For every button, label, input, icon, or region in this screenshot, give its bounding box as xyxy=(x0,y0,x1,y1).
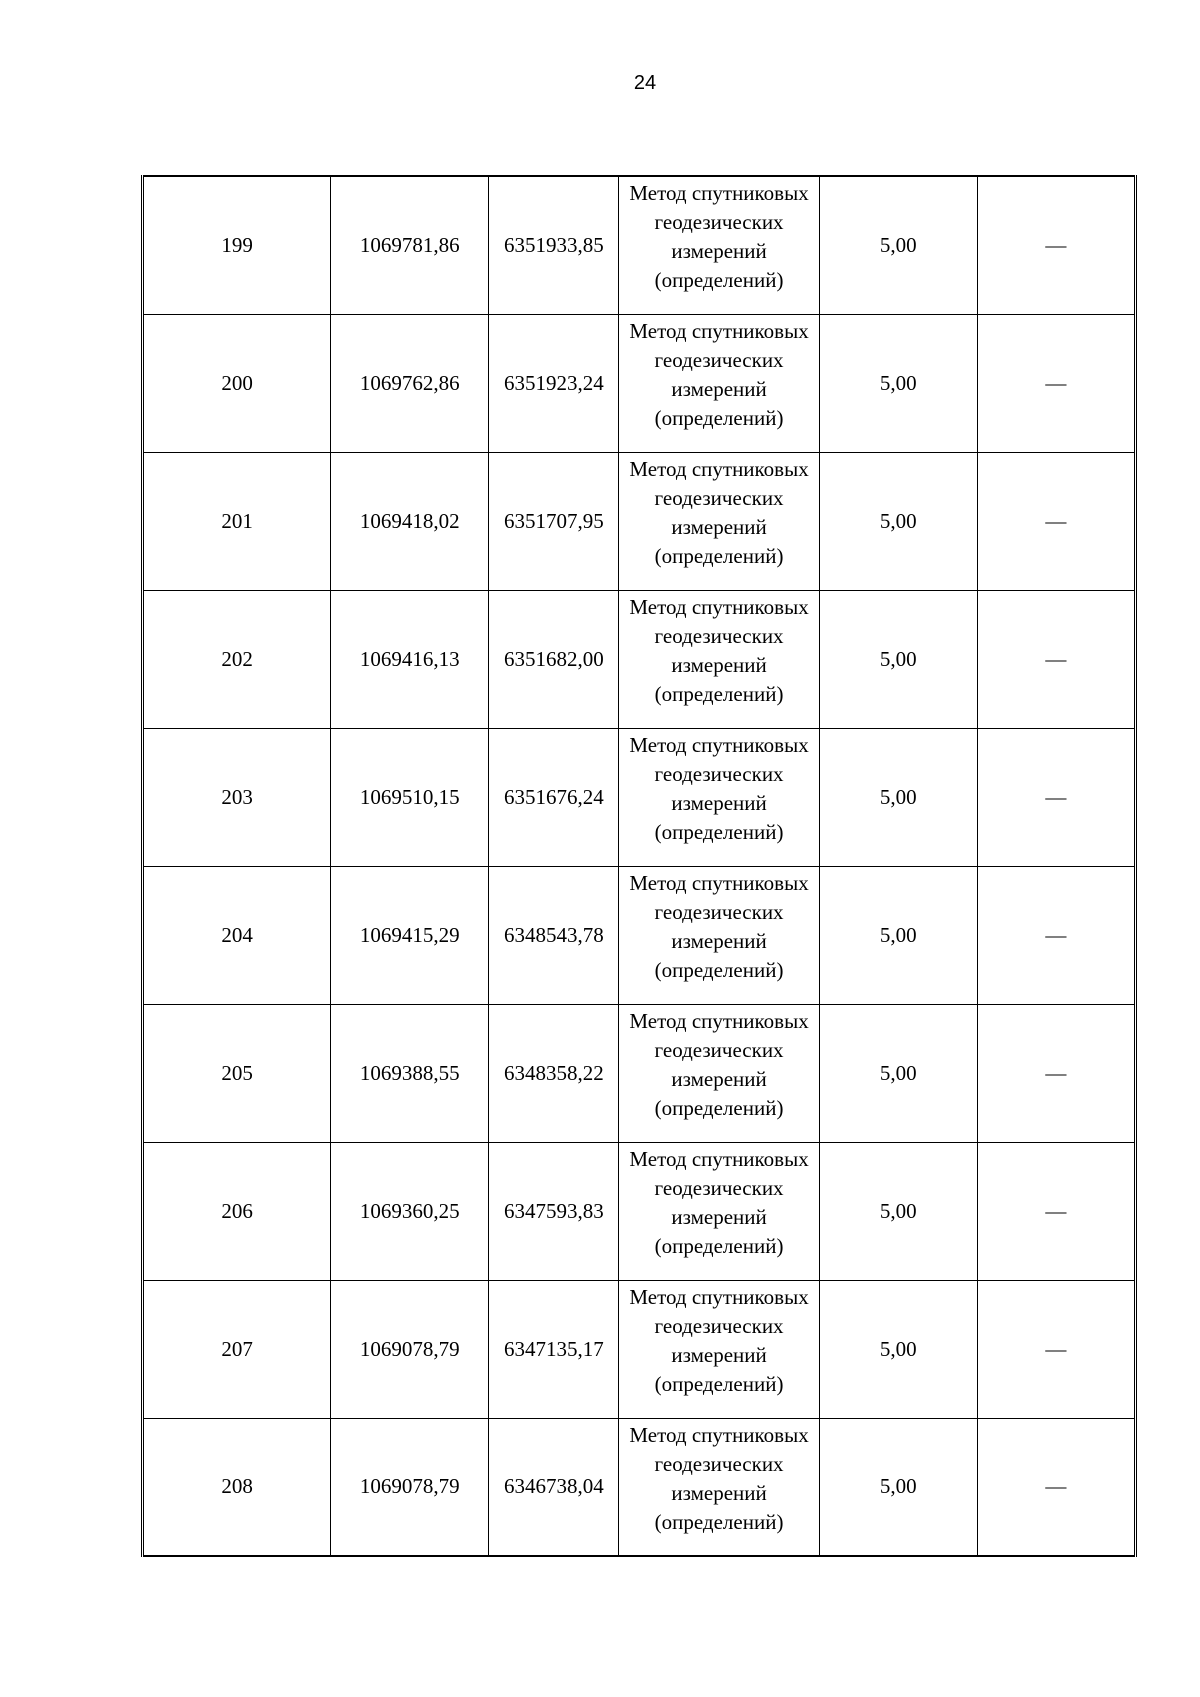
method-cell: Метод спутниковых геодезических измерений (определений) xyxy=(619,452,819,590)
point-number-cell: 201 xyxy=(143,452,331,590)
coordinates-table xyxy=(141,175,1137,1557)
point-number-cell: 205 xyxy=(143,1004,331,1142)
table-row xyxy=(143,1418,1136,1556)
table-body xyxy=(143,176,1136,1556)
accuracy-cell: 5,00 xyxy=(819,728,977,866)
table-row xyxy=(143,452,1136,590)
accuracy-cell: 5,00 xyxy=(819,1142,977,1280)
y-coordinate-cell: 6351923,24 xyxy=(489,314,619,452)
x-coordinate-cell: 1069781,86 xyxy=(331,176,489,314)
table-row xyxy=(143,1004,1136,1142)
method-cell: Метод спутниковых геодезических измерений (определений) xyxy=(619,176,819,314)
note-cell: — xyxy=(977,1418,1135,1556)
table-row xyxy=(143,1280,1136,1418)
y-coordinate-cell: 6347135,17 xyxy=(489,1280,619,1418)
accuracy-cell: 5,00 xyxy=(819,590,977,728)
note-cell: — xyxy=(977,1004,1135,1142)
method-cell: Метод спутниковых геодезических измерений (определений) xyxy=(619,1004,819,1142)
accuracy-cell: 5,00 xyxy=(819,314,977,452)
note-cell: — xyxy=(977,176,1135,314)
x-coordinate-cell: 1069078,79 xyxy=(331,1418,489,1556)
method-cell: Метод спутниковых геодезических измерений (определений) xyxy=(619,314,819,452)
table-row xyxy=(143,728,1136,866)
page-number: 24 xyxy=(633,72,657,94)
note-cell: — xyxy=(977,314,1135,452)
point-number-cell: 206 xyxy=(143,1142,331,1280)
point-number-cell: 199 xyxy=(143,176,331,314)
method-cell: Метод спутниковых геодезических измерений (определений) xyxy=(619,728,819,866)
y-coordinate-cell: 6346738,04 xyxy=(489,1418,619,1556)
accuracy-cell: 5,00 xyxy=(819,452,977,590)
point-number-cell: 204 xyxy=(143,866,331,1004)
x-coordinate-cell: 1069388,55 xyxy=(331,1004,489,1142)
point-number-cell: 207 xyxy=(143,1280,331,1418)
method-cell: Метод спутниковых геодезических измерений (определений) xyxy=(619,1142,819,1280)
point-number-cell: 200 xyxy=(143,314,331,452)
table-row xyxy=(143,176,1136,314)
y-coordinate-cell: 6351707,95 xyxy=(489,452,619,590)
note-cell: — xyxy=(977,452,1135,590)
y-coordinate-cell: 6347593,83 xyxy=(489,1142,619,1280)
method-cell: Метод спутниковых геодезических измерений (определений) xyxy=(619,1418,819,1556)
table-row xyxy=(143,1142,1136,1280)
point-number-cell: 203 xyxy=(143,728,331,866)
y-coordinate-cell: 6348543,78 xyxy=(489,866,619,1004)
x-coordinate-cell: 1069416,13 xyxy=(331,590,489,728)
table-row xyxy=(143,590,1136,728)
accuracy-cell: 5,00 xyxy=(819,176,977,314)
y-coordinate-cell: 6351676,24 xyxy=(489,728,619,866)
x-coordinate-cell: 1069360,25 xyxy=(331,1142,489,1280)
note-cell: — xyxy=(977,728,1135,866)
x-coordinate-cell: 1069418,02 xyxy=(331,452,489,590)
accuracy-cell: 5,00 xyxy=(819,1004,977,1142)
method-cell: Метод спутниковых геодезических измерений (определений) xyxy=(619,590,819,728)
x-coordinate-cell: 1069078,79 xyxy=(331,1280,489,1418)
x-coordinate-cell: 1069762,86 xyxy=(331,314,489,452)
point-number-cell: 208 xyxy=(143,1418,331,1556)
method-cell: Метод спутниковых геодезических измерений (определений) xyxy=(619,866,819,1004)
note-cell: — xyxy=(977,590,1135,728)
table-row xyxy=(143,866,1136,1004)
y-coordinate-cell: 6348358,22 xyxy=(489,1004,619,1142)
note-cell: — xyxy=(977,1142,1135,1280)
method-cell: Метод спутниковых геодезических измерений (определений) xyxy=(619,1280,819,1418)
accuracy-cell: 5,00 xyxy=(819,1280,977,1418)
y-coordinate-cell: 6351933,85 xyxy=(489,176,619,314)
note-cell: — xyxy=(977,1280,1135,1418)
x-coordinate-cell: 1069510,15 xyxy=(331,728,489,866)
table-row xyxy=(143,314,1136,452)
y-coordinate-cell: 6351682,00 xyxy=(489,590,619,728)
note-cell: — xyxy=(977,866,1135,1004)
accuracy-cell: 5,00 xyxy=(819,1418,977,1556)
x-coordinate-cell: 1069415,29 xyxy=(331,866,489,1004)
point-number-cell: 202 xyxy=(143,590,331,728)
accuracy-cell: 5,00 xyxy=(819,866,977,1004)
